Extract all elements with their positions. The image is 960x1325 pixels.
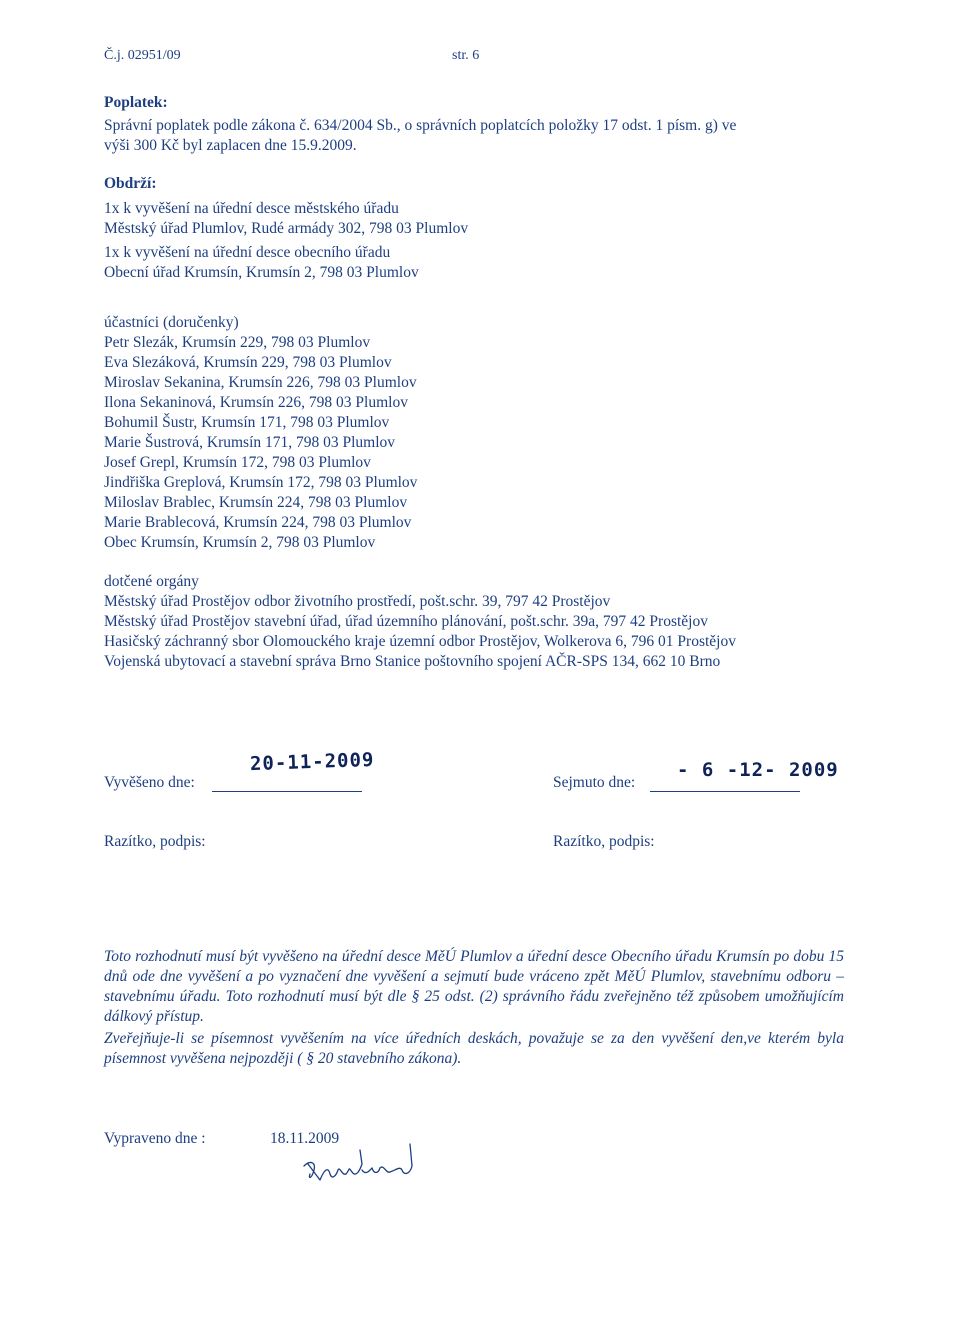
participant-line: Josef Grepl, Krumsín 172, 798 03 Plumlov (104, 454, 371, 471)
notice-paragraph-1: Toto rozhodnutí musí být vyvěšeno na úřední desce MěÚ Plumlov a úřední desce Obecního úřadu Krumsín po dobu 15 dnů ode dne vyvěšení a po vyznačení dne vyvěšení a sejmutí bude vráceno zpět MěÚ Plumlov, stavebnímu odboru – stavebnímu úřadu. Toto rozhodnutí musí být dle § 25 odst. (2) správního řádu zveřejněno též způsobem umožňujícím dálkový přístup. (104, 948, 844, 1025)
page-number: str. 6 (452, 48, 480, 63)
stamp-signature-label-right: Razítko, podpis: (553, 833, 655, 850)
participant-line: Marie Šustrová, Krumsín 171, 798 03 Plumlov (104, 434, 396, 451)
handwritten-signature (300, 1140, 420, 1192)
posted-label: Vyvěšeno dne: (104, 774, 195, 791)
participants-heading: účastníci (doručenky) (104, 314, 239, 331)
participant-line: Miloslav Brablec, Krumsín 224, 798 03 Plumlov (104, 494, 408, 511)
authority-line: Hasičský záchranný sbor Olomouckého kraje územní odbor Prostějov, Wolkerova 6, 796 01 Prostějov (104, 633, 736, 650)
participant-line: Marie Brablecová, Krumsín 224, 798 03 Plumlov (104, 514, 412, 531)
posted-date-line (212, 791, 362, 792)
authority-line: Vojenská ubytovací a stavební správa Brno Stanice poštovního spojení AČR-SPS 134, 662 10 Brno (104, 653, 721, 670)
participant-line: Jindřiška Greplová, Krumsín 172, 798 03 Plumlov (104, 474, 418, 491)
participant-line: Obec Krumsín, Krumsín 2, 798 03 Plumlov (104, 534, 376, 551)
posting-line: Městský úřad Plumlov, Rudé armády 302, 798 03 Plumlov (104, 220, 469, 237)
fee-line-1: Správní poplatek podle zákona č. 634/2004 Sb., o správních poplatcích položky 17 odst. 1 písm. g) ve (104, 117, 737, 134)
removed-date-line (650, 791, 800, 792)
dispatch-date: 18.11.2009 (270, 1130, 340, 1147)
fee-line-2: výši 300 Kč byl zaplacen dne 15.9.2009. (104, 137, 357, 154)
participant-line: Eva Slezáková, Krumsín 229, 798 03 Plumlov (104, 354, 392, 371)
participant-line: Ilona Sekaninová, Krumsín 226, 798 03 Plumlov (104, 394, 408, 411)
participant-line: Miroslav Sekanina, Krumsín 226, 798 03 Plumlov (104, 374, 417, 391)
recipients-heading: Obdrží: (104, 175, 157, 192)
dispatch-label: Vypraveno dne : (104, 1130, 206, 1147)
posted-date-stamp: 20-11-2009 (249, 748, 375, 776)
posting-line: 1x k vyvěšení na úřední desce obecního úřadu (104, 244, 391, 261)
fee-heading: Poplatek: (104, 94, 168, 111)
participant-line: Petr Slezák, Krumsín 229, 798 03 Plumlov (104, 334, 371, 351)
posting-line: 1x k vyvěšení na úřední desce městského úřadu (104, 200, 399, 217)
posting-line: Obecní úřad Krumsín, Krumsín 2, 798 03 Plumlov (104, 264, 419, 281)
authority-line: Městský úřad Prostějov odbor životního prostředí, pošt.schr. 39, 797 42 Prostějov (104, 593, 611, 610)
stamp-signature-label-left: Razítko, podpis: (104, 833, 206, 850)
authorities-heading: dotčené orgány (104, 573, 199, 590)
reference-number: Č.j. 02951/09 (104, 48, 181, 63)
removed-date-stamp: - 6 -12- 2009 (677, 759, 839, 781)
participant-line: Bohumil Šustr, Krumsín 171, 798 03 Plumlov (104, 414, 390, 431)
authority-line: Městský úřad Prostějov stavební úřad, úřad územního plánování, pošt.schr. 39a, 797 42 Prostějov (104, 613, 708, 630)
notice-paragraph-2: Zveřejňuje-li se písemnost vyvěšením na více úředních deskách, považuje se za den vyvěšení den,ve kterém byla písemnost vyvěšena nejpozději ( § 20 stavebního zákona). (104, 1030, 844, 1067)
removed-label: Sejmuto dne: (553, 774, 636, 791)
